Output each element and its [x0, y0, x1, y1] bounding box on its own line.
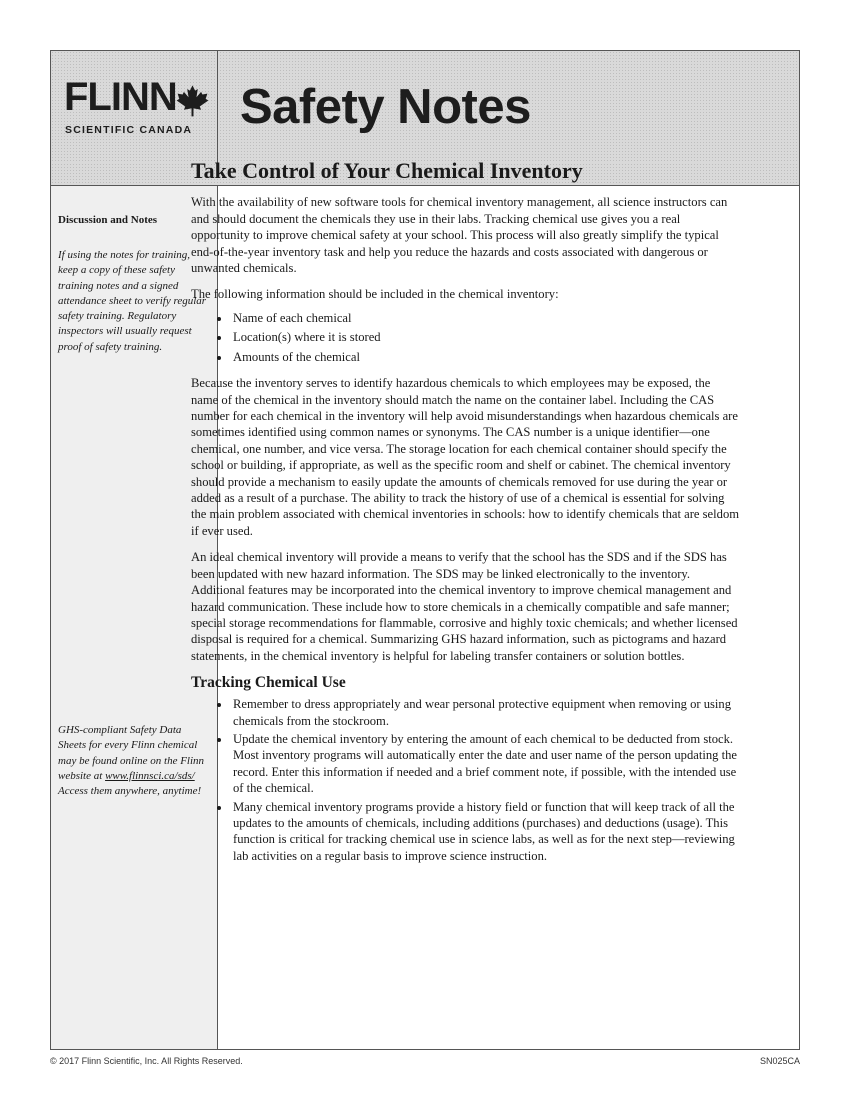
maple-leaf-icon [176, 84, 209, 117]
intro-paragraph: With the availability of new software tools for chemical inventory management, all science instructors can and should document the chemicals they use in their labs. Tracking chemical use gives you a real opportunity to improve chemical safety at your school. This process will also greatly simplify the typical end-of-the-year inventory task and help you reduce the hazards and costs associated with dangerous or unwanted chemicals. [191, 195, 728, 275]
logo [51, 51, 218, 163]
sidebar-title: Discussion and Notes [58, 214, 158, 226]
copyright-footer: © 2017 Flinn Scientific, Inc. All Rights Reserved. [50, 1056, 243, 1066]
document-code: SN025CA [759, 1056, 800, 1066]
sds-paragraph: An ideal chemical inventory will provide a means to verify that the school has the SDS and if the SDS has been updated with new hazard information. The SDS may be linked electronically to the inventory. Additional features may be incorporated into the chemical inventory to improve chemical management and hazard communication. These include how to store chemicals in a chemically compatible and safe manner; special storage recommendations for flammable, corrosive and highly toxic chemicals; and whether licensed disposal is required for a chemical. Summarizing GHS hazard information, such as pictograms and hazard statements, in the chemical inventory is helpful for labeling transfer containers or solution bottles. [191, 550, 738, 663]
list-item: • Remember to dress appropriately and wear personal protective equipment when removing or using chemicals from the stockroom. [231, 696, 740, 729]
list-item: • Name of each chemical [231, 309, 740, 329]
tracking-list [191, 696, 740, 864]
page-title: Safety Notes [240, 80, 531, 134]
list-item: • Update the chemical inventory by entering the amount of each chemical to be deducted from stock. Most inventory programs will automatically enter the date and user name of the person updating the record. Enter this information if needed and a brief comment note, if possible, with the intended use of the chemical. [231, 731, 740, 797]
list-item: • Amounts of the chemical [231, 348, 740, 368]
inventory-fields-list [191, 309, 740, 368]
sidebar-sds-note [58, 723, 210, 799]
logo-subtitle: SCIENTIFIC CANADA [65, 124, 193, 136]
sds-note-tail: Access them anywhere, anytime! [58, 785, 202, 798]
sds-link[interactable]: www.flinnsci.ca/sds/ [105, 769, 195, 782]
section-title: Tracking Chemical Use [191, 674, 346, 692]
header-bar [51, 51, 799, 164]
sidebar-training-note: If using the notes for training, keep a copy of these safety training notes and a signed attendance sheet to verify regular safety training. Regulatory inspectors will usually request proof of safety training. [58, 249, 207, 353]
article-title: Take Control of Your Chemical Inventory [191, 158, 583, 183]
list-item: • Location(s) where it is stored [231, 328, 740, 348]
logo-wordmark: FLINN [64, 75, 177, 119]
list-item: • Many chemical inventory programs provide a history field or function that will keep track of all the updates to the amounts of chemicals, including additions (purchases) and deductions (usage). This function is critical for tracking chemical use in science labs, as well as for the next step—reviewing lab activities on a regular basis to improve science instruction. [231, 799, 740, 865]
article-body [191, 158, 740, 866]
cas-paragraph: Because the inventory serves to identify hazardous chemicals to which employees may be exposed, the name of the chemical in the inventory should match the name on the container label. Including the CAS number for each chemical in the inventory will help avoid misunderstandings when hazardous chemicals are sometimes identified using common names or synonyms. The CAS number is a unique identifier—one chemical, one number, and vice versa. The storage location for each chemical container should specify the school or building, if appropriate, as well as the specific room and shelf or cabinet. The chemical inventory should provide a mechanism to easily update the amounts of chemicals removed for use during the year or added as a result of a purchase. The ability to track the history of use of a chemical is essential for solving the main problem associated with chemical inventories in schools: how to identify chemicals that are seldom if ever used. [191, 376, 740, 538]
inventory-lead-paragraph: The following information should be included in the chemical inventory: [191, 287, 559, 302]
sds-note-text: GHS-compliant Safety Data Sheets for every Flinn chemical may be found online on the Flinn website at [58, 724, 205, 782]
